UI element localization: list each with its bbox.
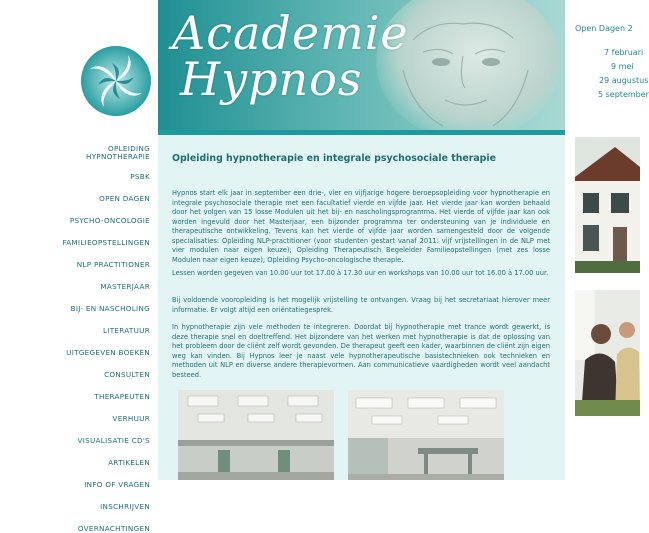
nav-item-nlp-practitioner[interactable]: NLP PRACTITIONER [76,260,150,269]
nav-item-uitgegeven-boeken[interactable]: UITGEGEVEN BOEKEN [66,348,150,357]
open-day-date: 9 mei [611,62,634,71]
intro-paragraph: Hypnos start elk jaar in september een drie-, vier en vijfjarige hogere beroepsopleiding voor hypnotherapie en integrale psychosociale therapie met een facultatief vierde en vijfde jaar. Het vierde jaar kan worden behaald door het volgen van 15 losse Modulen uit het bij- en nascholingsprogramma. Het vierde of vijfde jaar kan ook worden ingevuld door het Masterjaar, een bijzonder programma ter ondersteuning van je individuele en therapeutische ontwikkeling. Tevens kan het vierde of vijfde jaar worden samengesteld door de volgende specialisaties: Opleiding NLP-practitioner (voor studenten gestart vanaf 2011: vijf vrijstellingen in de NLP met vier modulen naar eigen keuze); Opleiding Therapeutisch Begeleider Familieopstellingen (met zes losse Modulen naar eigen keuze); Opleiding Psycho-oncologische therapie. [172,189,550,264]
nav-item-literatuur[interactable]: LITERATUUR [102,326,150,335]
classroom-photo [178,390,334,480]
nav-item-opleiding-hypnotherapie[interactable] [0,145,150,161]
nav-item-info-of-vragen[interactable]: INFO OF VRAGEN [84,480,150,489]
office-photo [348,390,504,480]
nav-item-label: OPLEIDING HYPNOTHERAPIE [85,144,150,161]
header-banner [158,0,565,130]
methods-paragraph: In hypnotherapie zijn vele methoden te integreren. Doordat bij hypnotherapie met trance wordt gewerkt, is deze therapie snel en doeltreffend. Het bijzondere van het werken met hypnotherapie is dat de oplossing van het probleem door de cliënt zelf wordt gevonden. De therapeut geeft een kader, waarbinnen de cliënt zijn eigen weg kan vinden. Bij Hypnos leer je naast vele hypnotherapeutische basistechnieken ook technieken en methoden uit NLP en diverse andere therapievormen. Aan communicatieve vaardigheden wordt veel aandacht besteed. [172,323,550,379]
nav-item-bij-en-nascholing[interactable]: BIJ- EN NASCHOLING [70,304,150,313]
nav-item-therapeuten[interactable]: THERAPEUTEN [94,392,150,401]
building-photo [575,137,640,273]
nav-item-verhuur[interactable]: VERHUUR [112,414,150,423]
open-day-date: 29 augustus [599,76,649,85]
open-day-date: 5 september [598,90,649,99]
nav-item-masterjaar[interactable]: MASTERJAAR [100,282,150,291]
banner-title-line1: Academie [172,6,409,60]
nav-item-visualisatie-cds[interactable]: VISUALISATIE CD'S [77,436,150,445]
main-nav [0,145,150,533]
nav-item-artikelen[interactable]: ARTIKELEN [108,458,150,467]
nav-item-familieopstellingen[interactable]: FAMILIEOPSTELLINGEN [62,238,150,247]
exemption-paragraph: Bij voldoende vooropleiding is het mogelijk vrijstelling te ontvangen. Vraag bij het secretariaat hierover meer informatie. Er volgt altijd een oriëntatiegesprek. [172,296,550,314]
open-day-date: 7 februari [604,48,644,57]
lesson-times-paragraph: Lessen worden gegeven van 10.00 uur tot 17.00 à 17.30 uur en workshops van 10.00 uur tot 16.00 à 17.00 uur. [172,269,549,277]
page-title: Opleiding hypnotherapie en integrale psychosociale therapie [172,153,496,164]
nav-item-open-dagen[interactable]: OPEN DAGEN [99,194,150,203]
academie-hypnos-logo [80,45,152,117]
nav-item-psbk[interactable]: PSBK [130,172,150,181]
nav-item-psycho-oncologie[interactable]: PSYCHO-ONCOLOGIE [69,216,150,225]
consultation-photo [575,290,640,416]
banner-title-line2: Hypnos [180,52,363,106]
nav-item-overnachtingen[interactable]: OVERNACHTINGEN [77,524,150,533]
main-content [158,135,565,480]
nav-item-consulten[interactable]: CONSULTEN [104,370,150,379]
nav-item-inschrijven[interactable]: INSCHRIJVEN [100,502,150,511]
open-days-title[interactable]: Open Dagen 2 [575,24,633,33]
open-days-panel [575,22,649,102]
